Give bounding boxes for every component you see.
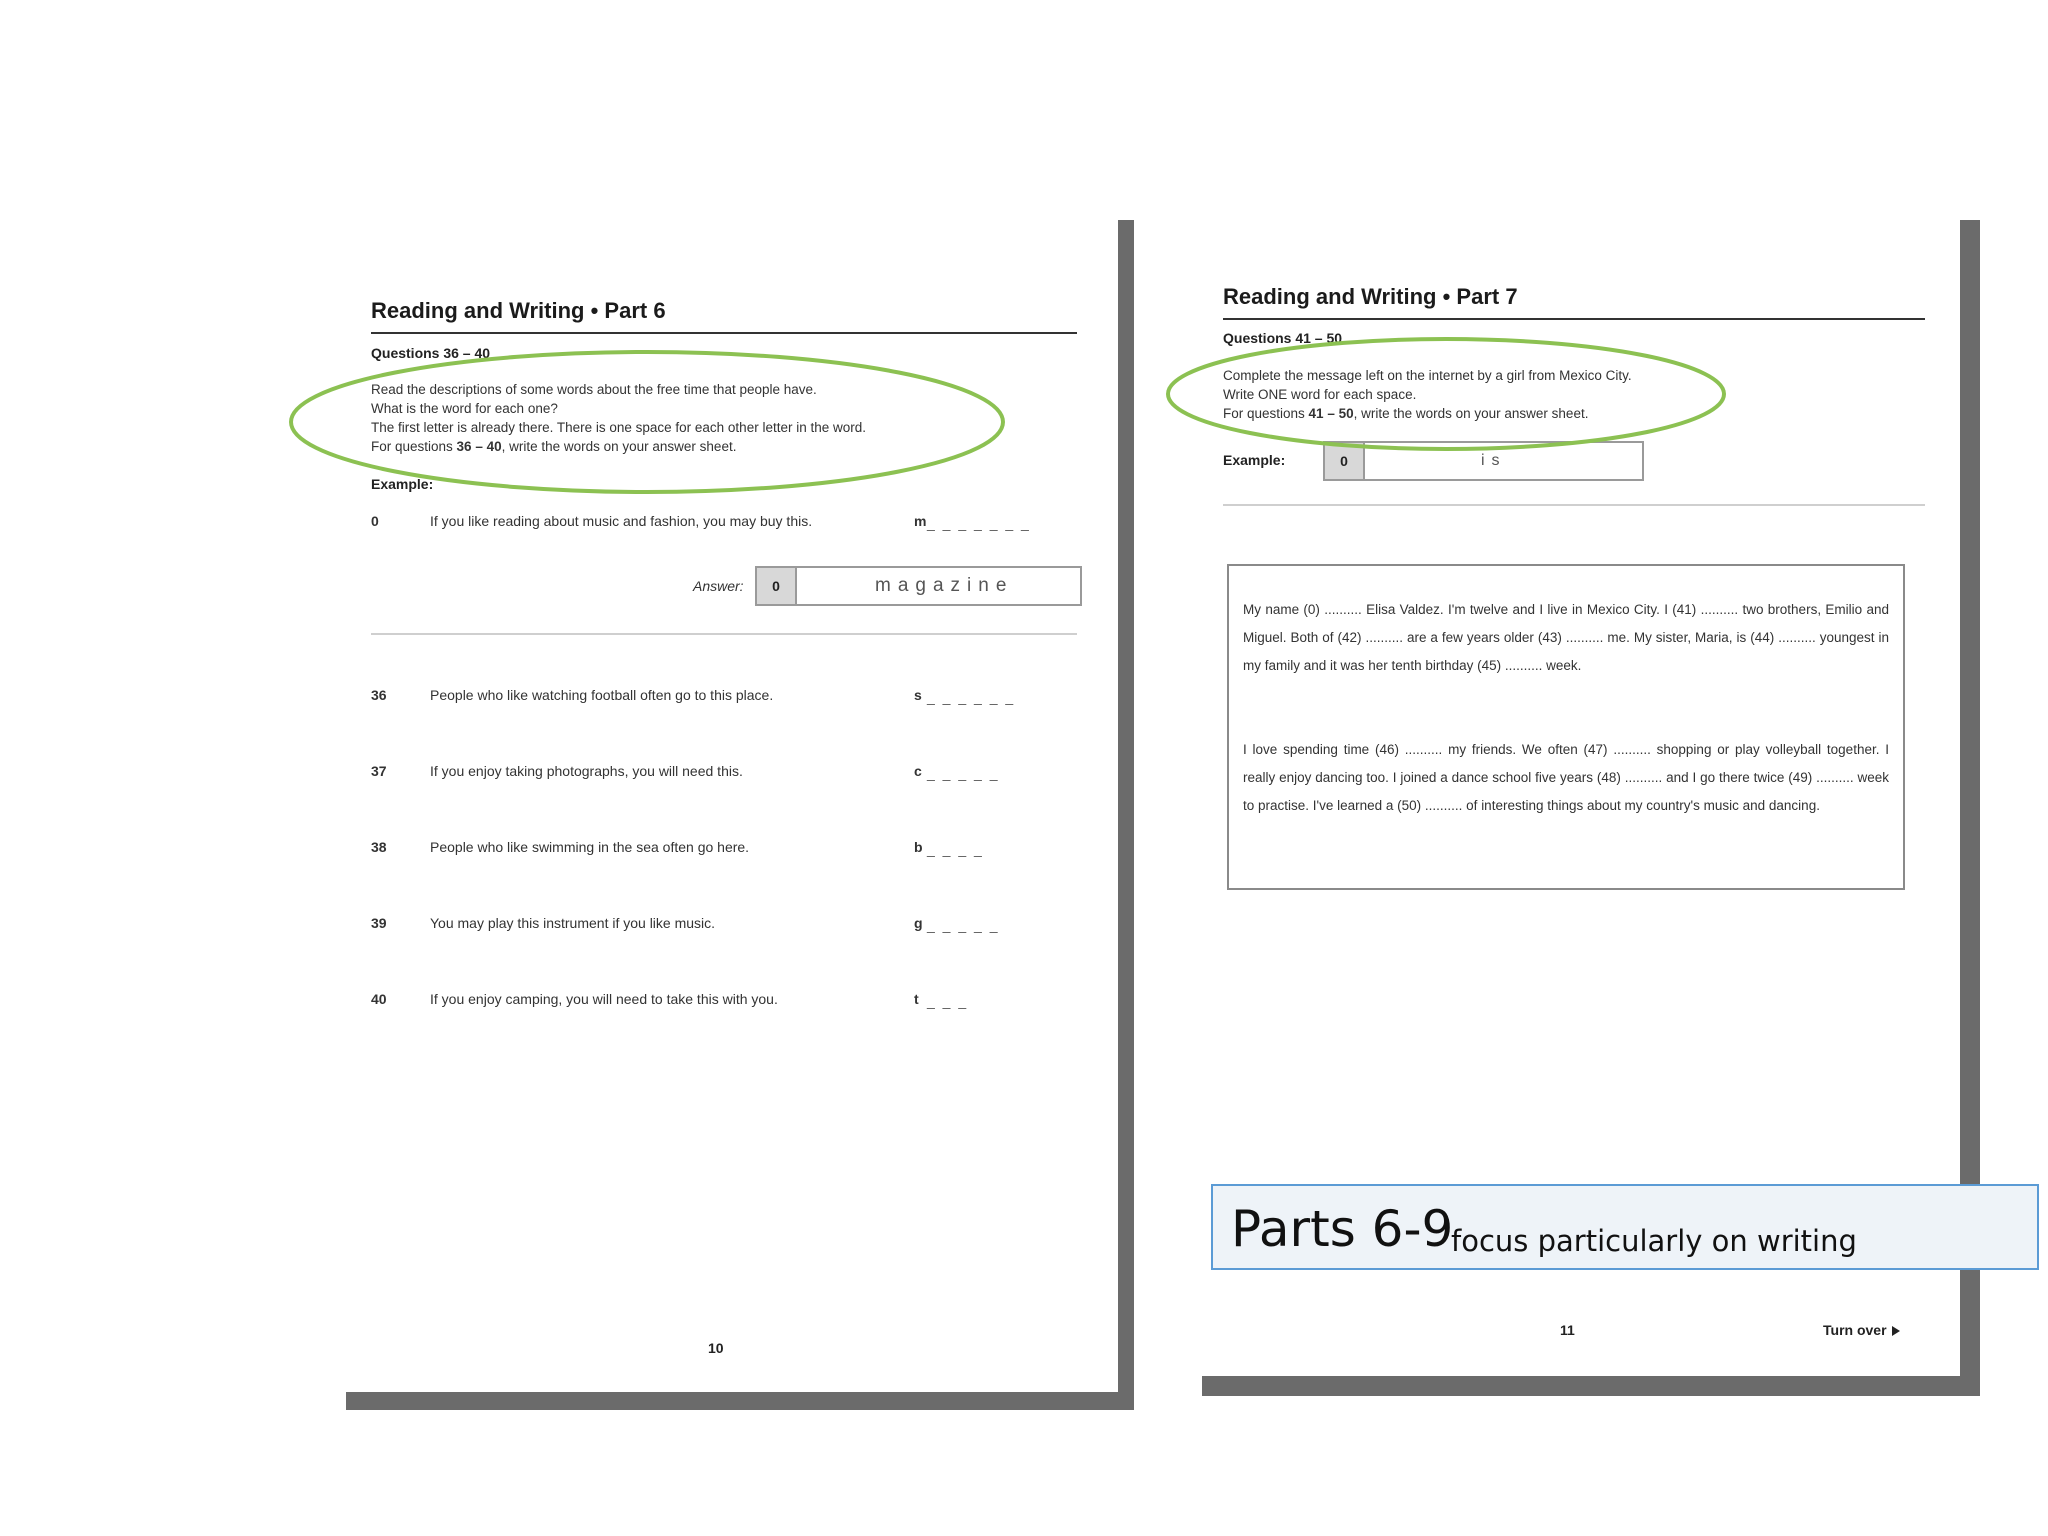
question-number: 38 bbox=[371, 839, 387, 855]
answer-number: 0 bbox=[757, 568, 797, 604]
instruction-line: The first letter is already there. There is one space for each other letter in the word. bbox=[371, 420, 866, 435]
first-letter: c bbox=[914, 763, 922, 779]
instruction-line: For questions 36 – 40, write the words on your answer sheet. bbox=[371, 439, 737, 454]
example-answer: is bbox=[1481, 452, 1507, 469]
first-letter: m bbox=[914, 513, 927, 529]
question-row bbox=[371, 839, 1091, 863]
letter-blanks: _ _ _ _ bbox=[927, 841, 984, 857]
question-text: You may play this instrument if you like music. bbox=[430, 915, 716, 931]
question-number: 0 bbox=[371, 513, 379, 529]
question-number: 39 bbox=[371, 915, 387, 931]
question-text: If you enjoy camping, you will need to take this with you. bbox=[430, 991, 778, 1007]
left-worksheet-page bbox=[328, 220, 1118, 1392]
instructions bbox=[1223, 366, 1632, 423]
letter-blanks: _ _ _ _ _ bbox=[927, 917, 1000, 933]
message-paragraph: I love spending time (46) .......... my friends. We often (47) .......... shopping or play volleyball together. I really enjoy dancing too. I joined a dance school five years (48) .......... and I go there twice (49) .......... week to practise. I've learned a (50) .......... of interesting things about my country's music and dancing. bbox=[1243, 742, 1889, 813]
question-row bbox=[371, 687, 1091, 711]
first-letter: t bbox=[914, 991, 919, 1007]
questions-range: Questions 36 – 40 bbox=[371, 345, 491, 361]
example-answer-box bbox=[1323, 441, 1644, 481]
instructions bbox=[371, 380, 866, 456]
first-letter: g bbox=[914, 915, 923, 931]
page-title: Reading and Writing • Part 7 bbox=[1223, 284, 1518, 309]
turn-over bbox=[1823, 1322, 1900, 1338]
message-box bbox=[1227, 564, 1905, 890]
questions-range: Questions 41 – 50 bbox=[1223, 330, 1343, 346]
callout-heading: Parts 6-9 bbox=[1231, 1200, 1454, 1258]
question-row bbox=[371, 991, 1091, 1015]
instruction-line: What is the word for each one? bbox=[371, 401, 558, 416]
title-rule bbox=[371, 332, 1077, 334]
question-text: If you like reading about music and fashion, you may buy this. bbox=[430, 513, 813, 529]
instruction-line: For questions 41 – 50, write the words on your answer sheet. bbox=[1223, 406, 1589, 421]
example-question-row bbox=[371, 513, 1091, 537]
first-letter: s bbox=[914, 687, 922, 703]
message-paragraph: My name (0) .......... Elisa Valdez. I'm twelve and I live in Mexico City. I (41) .......... two brothers, Emilio and Miguel. Both of (42) .......... are a few years older (43) .......... me. My sister, Maria, is (44) .......... youngest in my family and it was her tenth birthday (45) .......... week. bbox=[1243, 602, 1889, 673]
answer-word: magazine bbox=[875, 575, 1014, 596]
instruction-line: Complete the message left on the internet by a girl from Mexico City. bbox=[1223, 368, 1632, 383]
callout-box bbox=[1211, 1184, 2039, 1270]
question-row bbox=[371, 763, 1091, 787]
example-answer-box bbox=[755, 566, 1082, 606]
page-title: Reading and Writing • Part 6 bbox=[371, 298, 666, 323]
first-letter: b bbox=[914, 839, 923, 855]
instruction-line: Write ONE word for each space. bbox=[1223, 387, 1417, 402]
title-rule bbox=[1223, 318, 1925, 320]
question-number: 40 bbox=[371, 991, 387, 1007]
example-number: 0 bbox=[1325, 443, 1365, 479]
letter-blanks: _ _ _ _ _ _ _ bbox=[927, 515, 1031, 531]
example-divider bbox=[371, 633, 1077, 635]
question-number: 36 bbox=[371, 687, 387, 703]
example-label: Example: bbox=[371, 476, 434, 492]
letter-blanks: _ _ _ bbox=[927, 993, 969, 1009]
turn-over-label: Turn over bbox=[1823, 1322, 1887, 1338]
question-number: 37 bbox=[371, 763, 387, 779]
letter-blanks: _ _ _ _ _ bbox=[927, 765, 1000, 781]
example-label: Example: bbox=[1223, 452, 1286, 468]
answer-label: Answer: bbox=[693, 578, 744, 594]
arrow-right-icon bbox=[1892, 1326, 1900, 1336]
question-text: People who like swimming in the sea often go here. bbox=[430, 839, 750, 855]
page-number: 10 bbox=[708, 1340, 724, 1356]
example-divider bbox=[1223, 504, 1925, 506]
question-row bbox=[371, 915, 1091, 939]
question-text: If you enjoy taking photographs, you will need this. bbox=[430, 763, 743, 779]
instruction-line: Read the descriptions of some words about the free time that people have. bbox=[371, 382, 817, 397]
callout-subtext: focus particularly on writing bbox=[1451, 1224, 1857, 1258]
letter-blanks: _ _ _ _ _ _ bbox=[927, 689, 1016, 705]
page-number: 11 bbox=[1560, 1322, 1575, 1338]
question-text: People who like watching football often go to this place. bbox=[430, 687, 774, 703]
